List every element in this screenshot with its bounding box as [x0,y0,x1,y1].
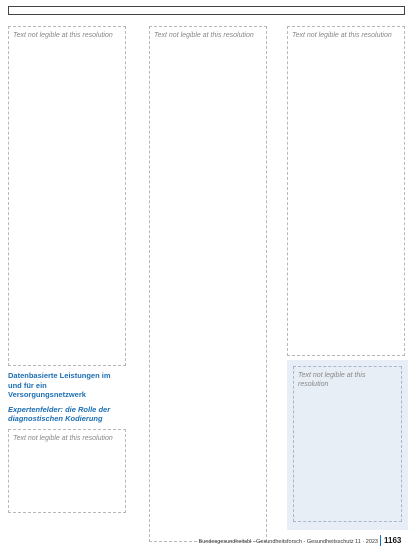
page-number-divider [380,535,381,546]
page-number: 1163 [384,536,402,545]
column-2 [149,26,267,542]
body-text-placeholder: Text not legible at this resolution [149,26,267,542]
footer-journal-line: Bundesgesundheitsbl - Gesundheitsforsch - Gesundheitsschutz 11 · 2023 [198,539,378,545]
body-text-placeholder: Text not legible at this resolution [287,26,405,356]
subsection-heading: Expertenfelder: die Rolle der diagnostischen Kodierung [8,404,111,423]
body-text-placeholder: Text not legible at this resolution [8,429,126,513]
header-rule [8,6,405,15]
column-1 [8,26,126,542]
footnote-text-placeholder: Text not legible at this resolution [293,366,402,522]
section-heading: Datenbasierte Leistungen im und für ein Versorgungsnetzwerk [8,371,111,399]
footnote-box [287,360,408,530]
body-text-placeholder: Text not legible at this resolution [8,26,126,366]
